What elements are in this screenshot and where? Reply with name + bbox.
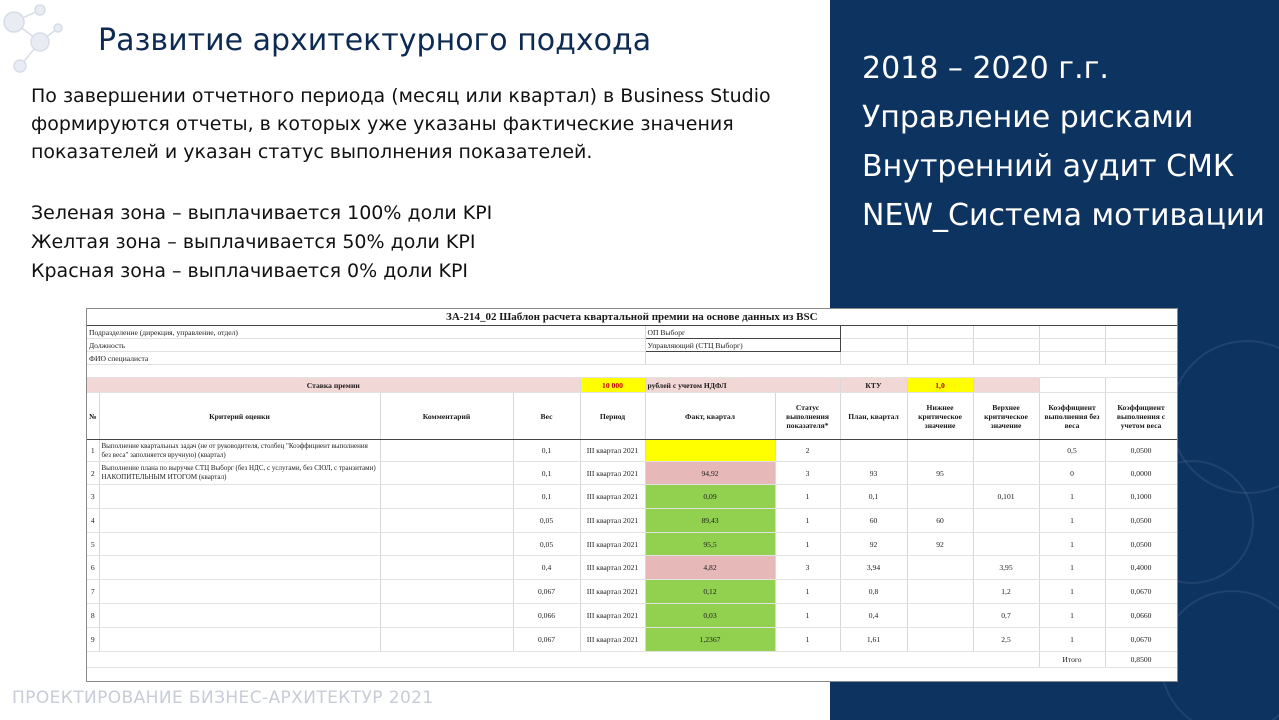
fact-cell[interactable]: 0,03 <box>645 604 775 628</box>
high-critical-cell: 2,5 <box>973 628 1039 652</box>
coef-weighted-cell: 0,0500 <box>1105 440 1177 462</box>
status-cell: 1 <box>775 604 840 628</box>
status-cell: 1 <box>775 628 840 652</box>
period-cell: III квартал 2021 <box>580 628 645 652</box>
topic-audit: Внутренний аудит СМК <box>862 149 1235 184</box>
comment-cell[interactable] <box>380 604 513 628</box>
table-row <box>87 440 1177 462</box>
coef-weighted-cell: 0,0000 <box>1105 462 1177 485</box>
high-critical-cell: 0,7 <box>973 604 1039 628</box>
criterion-cell <box>99 509 380 533</box>
fact-cell[interactable]: 95,5 <box>645 533 775 556</box>
col-header: Коэффициент выполнения с учетом веса <box>1105 393 1177 440</box>
fact-cell[interactable]: 94,92 <box>645 462 775 485</box>
row-number: 1 <box>87 440 99 462</box>
comment-cell[interactable] <box>380 556 513 580</box>
criterion-cell <box>99 604 380 628</box>
plan-cell <box>840 440 907 462</box>
status-cell: 1 <box>775 485 840 509</box>
intro-paragraph: По завершении отчетного периода (месяц или квартал) в Business Studio формируются отчеты, в которых уже указаны фактические значения показателей и указан статус выполнения показателей. <box>31 85 771 163</box>
col-header: Вес <box>513 393 580 440</box>
coef-weighted-cell: 0,1000 <box>1105 485 1177 509</box>
comment-cell[interactable] <box>380 628 513 652</box>
high-critical-cell <box>973 533 1039 556</box>
criterion-cell <box>99 533 380 556</box>
plan-cell: 60 <box>840 509 907 533</box>
row-number: 7 <box>87 580 99 604</box>
period-cell: III квартал 2021 <box>580 462 645 485</box>
fact-cell[interactable]: 4,82 <box>645 556 775 580</box>
stake-value[interactable]: 10 000 <box>580 378 645 393</box>
dept-label: Подразделение (дирекция, управление, отдел) <box>87 326 645 339</box>
low-critical-cell <box>907 628 973 652</box>
table-header-row <box>87 393 1177 440</box>
criterion-cell <box>99 580 380 604</box>
zone-red-text: Красная зона – выплачивается 0% доли KPI <box>31 260 469 282</box>
status-cell: 1 <box>775 533 840 556</box>
comment-cell[interactable] <box>380 485 513 509</box>
period-cell: III квартал 2021 <box>580 440 645 462</box>
col-header: Критерий оценки <box>99 393 380 440</box>
stake-label: Ставка премии <box>87 378 580 393</box>
period-cell: III квартал 2021 <box>580 556 645 580</box>
coef-weighted-cell: 0,0670 <box>1105 580 1177 604</box>
zones-list <box>31 199 492 286</box>
dept-value[interactable]: ОП Выборг <box>645 326 840 339</box>
fact-cell[interactable]: 89,43 <box>645 509 775 533</box>
low-critical-cell <box>907 604 973 628</box>
position-value[interactable]: Управляющий (СТЦ Выборг) <box>645 339 840 352</box>
table-row <box>87 462 1177 485</box>
table-row <box>87 580 1177 604</box>
row-number: 6 <box>87 556 99 580</box>
coef-no-weight-cell[interactable]: 1 <box>1039 509 1105 533</box>
comment-cell[interactable] <box>380 533 513 556</box>
period-cell: III квартал 2021 <box>580 580 645 604</box>
coef-weighted-cell: 0,0500 <box>1105 509 1177 533</box>
coef-weighted-cell: 0,4000 <box>1105 556 1177 580</box>
high-critical-cell <box>973 462 1039 485</box>
weight-cell: 0,067 <box>513 628 580 652</box>
col-header: Период <box>580 393 645 440</box>
row-number: 9 <box>87 628 99 652</box>
fact-cell[interactable]: 0,12 <box>645 580 775 604</box>
row-number: 5 <box>87 533 99 556</box>
table-row <box>87 509 1177 533</box>
low-critical-cell <box>907 485 973 509</box>
topic-years: 2018 – 2020 г.г. <box>862 51 1109 86</box>
status-cell: 3 <box>775 462 840 485</box>
low-critical-cell <box>907 556 973 580</box>
total-value: 0,8500 <box>1105 652 1177 668</box>
stake-unit: рублей с учетом НДФЛ <box>645 378 840 393</box>
comment-cell[interactable] <box>380 462 513 485</box>
table-row <box>87 628 1177 652</box>
low-critical-cell: 95 <box>907 462 973 485</box>
fact-cell[interactable]: 0,09 <box>645 485 775 509</box>
row-number: 3 <box>87 485 99 509</box>
coef-weighted-cell: 0,0500 <box>1105 533 1177 556</box>
topics-list <box>862 44 1265 240</box>
coef-no-weight-cell[interactable]: 1 <box>1039 628 1105 652</box>
table-row <box>87 485 1177 509</box>
high-critical-cell: 3,95 <box>973 556 1039 580</box>
col-header: Статус выполнения показателя* <box>775 393 840 440</box>
criterion-cell <box>99 485 380 509</box>
fio-label: ФИО специалиста <box>87 352 645 365</box>
table-row <box>87 533 1177 556</box>
comment-cell[interactable] <box>380 440 513 462</box>
coef-weighted-cell: 0,0660 <box>1105 604 1177 628</box>
low-critical-cell <box>907 580 973 604</box>
sheet-title: ЗА-214_02 Шаблон расчета квартальной премии на основе данных из BSC <box>87 309 1177 326</box>
ktu-label: КТУ <box>840 378 907 393</box>
comment-cell[interactable] <box>380 509 513 533</box>
criterion-cell: Выполнение плана по выручке СТЦ Выборг (без НДС, с услугами, без СЮЛ, с транзитами) НАКОПИТЕЛЬНЫМ ИТОГОМ (квартал) <box>99 462 380 485</box>
plan-cell: 92 <box>840 533 907 556</box>
low-critical-cell: 92 <box>907 533 973 556</box>
col-header: Верхнее критическое значение <box>973 393 1039 440</box>
row-number: 2 <box>87 462 99 485</box>
total-row <box>87 652 1177 668</box>
slide-title: Развитие архитектурного подхода <box>98 23 652 58</box>
high-critical-cell: 0,101 <box>973 485 1039 509</box>
weight-cell: 0,067 <box>513 580 580 604</box>
coef-no-weight-cell[interactable]: 1 <box>1039 604 1105 628</box>
fact-cell[interactable]: 1,2367 <box>645 628 775 652</box>
row-number: 8 <box>87 604 99 628</box>
high-critical-cell <box>973 440 1039 462</box>
weight-cell: 0,4 <box>513 556 580 580</box>
zone-green-text: Зеленая зона – выплачивается 100% доли KPI <box>31 202 493 224</box>
bonus-table <box>87 309 1178 668</box>
molecule-decoration-icon <box>0 0 70 80</box>
col-header: План, квартал <box>840 393 907 440</box>
coef-weighted-cell: 0,0670 <box>1105 628 1177 652</box>
fact-cell[interactable] <box>645 440 775 462</box>
topic-motivation: NEW_Система мотивации <box>862 198 1265 233</box>
coef-no-weight-cell[interactable]: 1 <box>1039 485 1105 509</box>
period-cell: III квартал 2021 <box>580 604 645 628</box>
coef-no-weight-cell[interactable]: 1 <box>1039 556 1105 580</box>
period-cell: III квартал 2021 <box>580 509 645 533</box>
col-header: Комментарий <box>380 393 513 440</box>
status-cell: 1 <box>775 509 840 533</box>
weight-cell: 0,1 <box>513 462 580 485</box>
status-cell: 2 <box>775 440 840 462</box>
period-cell: III квартал 2021 <box>580 533 645 556</box>
low-critical-cell: 60 <box>907 509 973 533</box>
plan-cell: 0,1 <box>840 485 907 509</box>
status-cell: 3 <box>775 556 840 580</box>
col-header: Нижнее критическое значение <box>907 393 973 440</box>
coef-no-weight-cell[interactable]: 1 <box>1039 533 1105 556</box>
topic-risk: Управление рисками <box>862 100 1194 135</box>
total-label: Итого <box>1039 652 1105 668</box>
col-header: Коэффициент выполнения без веса <box>1039 393 1105 440</box>
weight-cell: 0,05 <box>513 509 580 533</box>
weight-cell: 0,1 <box>513 440 580 462</box>
bonus-spreadsheet <box>86 308 1178 682</box>
table-row <box>87 604 1177 628</box>
plan-cell: 3,94 <box>840 556 907 580</box>
criterion-cell <box>99 556 380 580</box>
plan-cell: 0,4 <box>840 604 907 628</box>
comment-cell[interactable] <box>380 580 513 604</box>
footer-text: ПРОЕКТИРОВАНИЕ БИЗНЕС-АРХИТЕКТУР 2021 <box>12 688 434 708</box>
period-cell: III квартал 2021 <box>580 485 645 509</box>
criterion-cell: Выполнение квартальных задач (не от руководителя, столбец "Коэффициент выполнения без веса" заполняется вручную) (квартал) <box>99 440 380 462</box>
weight-cell: 0,05 <box>513 533 580 556</box>
ktu-value[interactable]: 1,0 <box>907 378 973 393</box>
table-row <box>87 556 1177 580</box>
weight-cell: 0,1 <box>513 485 580 509</box>
weight-cell: 0,066 <box>513 604 580 628</box>
high-critical-cell <box>973 509 1039 533</box>
col-header: № <box>87 393 99 440</box>
coef-no-weight-cell[interactable]: 1 <box>1039 580 1105 604</box>
criterion-cell <box>99 628 380 652</box>
coef-no-weight-cell[interactable]: 0,5 <box>1039 440 1105 462</box>
low-critical-cell <box>907 440 973 462</box>
plan-cell: 1,61 <box>840 628 907 652</box>
zone-yellow-text: Желтая зона – выплачивается 50% доли KPI <box>31 231 476 253</box>
status-cell: 1 <box>775 580 840 604</box>
col-header: Факт, квартал <box>645 393 775 440</box>
plan-cell: 0,8 <box>840 580 907 604</box>
coef-no-weight-cell[interactable]: 0 <box>1039 462 1105 485</box>
row-number: 4 <box>87 509 99 533</box>
high-critical-cell: 1,2 <box>973 580 1039 604</box>
fio-value[interactable] <box>645 352 840 365</box>
plan-cell: 93 <box>840 462 907 485</box>
position-label: Должность <box>87 339 645 352</box>
